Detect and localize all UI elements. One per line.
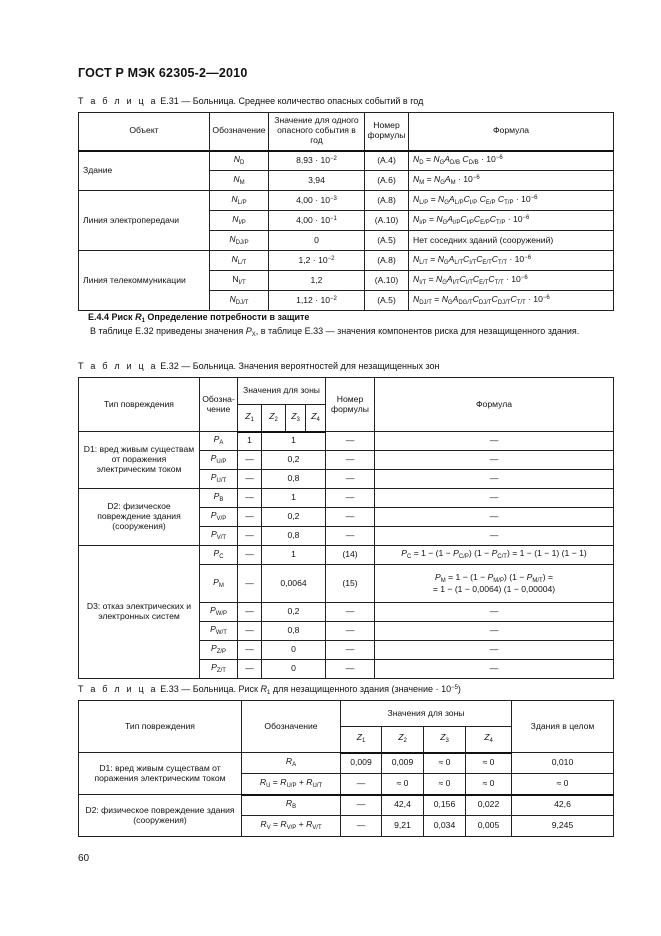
col-z4: $Z_4$	[466, 727, 512, 753]
col-z3: $Z_3$	[424, 727, 466, 753]
table-cell: $P_{V/P}$	[200, 508, 238, 527]
table-cell: (А.5)	[365, 231, 409, 251]
table-cell: —	[326, 508, 375, 527]
col-formula: Формула	[375, 378, 614, 432]
table-cell: $P_A$	[200, 432, 238, 451]
table-cell: $N_{I/P} = N_GA_{I/P}C_{I/P}C_{E/P}C_{T/P} \cdot 10^{-6}$	[409, 211, 614, 231]
table-cell: 0	[262, 660, 326, 679]
col-z1: $Z_1$	[238, 405, 262, 432]
table-cell: (А.8)	[365, 251, 409, 271]
table-e32-caption: Т а б л и ц а Е.32 — Больница. Значения вероятностей для незащищенных зон	[78, 361, 440, 371]
col-symbol: Обозна-чение	[200, 378, 238, 432]
table-cell: Нет соседних зданий (сооружений)	[409, 231, 614, 251]
table-cell: $R_V = R_{V/P} + R_{V/T}$	[242, 816, 341, 837]
table-cell: —	[326, 470, 375, 489]
table-cell: 0,2	[262, 508, 326, 527]
table-cell: 0,009	[382, 753, 424, 774]
table-cell: —	[326, 603, 375, 622]
table-cell: 3,94	[269, 171, 365, 191]
table-cell: (А.4)	[365, 151, 409, 171]
table-cell: —	[375, 622, 614, 641]
table-cell: $N_{DJ/P}$	[210, 231, 269, 251]
table-cell: 1	[262, 546, 326, 565]
col-total: Здания в целом	[512, 701, 614, 753]
table-cell: $1,2 \cdot 10^{-2}$	[269, 251, 365, 271]
col-damage-type: Тип повреждения	[79, 378, 200, 432]
document-header: ГОСТ Р МЭК 62305-2—2010	[78, 66, 248, 80]
table-cell: $P_{W/P}$	[200, 603, 238, 622]
table-cell: 0,0064	[262, 565, 326, 603]
table-cell: $N_{DJ/T} = N_GA_{DG/T}C_{DJ/T}C_{DJ/T}C_{T/T} \cdot 10^{-6}$	[409, 291, 614, 311]
table-cell: $N_M$	[210, 171, 269, 191]
table-cell: (14)	[326, 546, 375, 565]
table-cell: $N_D$	[210, 151, 269, 171]
table-cell: $N_{L/T} = N_GA_{L/T}C_{I/T}C_{E/T}C_{T/T} \cdot 10^{-6}$	[409, 251, 614, 271]
table-cell: —	[375, 508, 614, 527]
table-cell: $P_{Z/P}$	[200, 641, 238, 660]
table-cell: 0,8	[262, 527, 326, 546]
col-formula: Формула	[409, 113, 614, 151]
col-z3: $Z_3$	[286, 405, 306, 432]
table-cell: $1,12 \cdot 10^{-2}$	[269, 291, 365, 311]
table-cell: 0,009	[341, 753, 382, 774]
table-cell: —	[238, 489, 262, 508]
table-cell: (15)	[326, 565, 375, 603]
table-e33	[78, 700, 614, 837]
table-e31	[78, 112, 614, 311]
table-cell: —	[238, 451, 262, 470]
table-cell: —	[341, 795, 382, 816]
table-cell: ≈ 0	[512, 774, 614, 795]
section-title: Е.4.4 Риск $R_1$ Определение потребности в защите	[88, 312, 310, 324]
col-z4: $Z_4$	[306, 405, 326, 432]
table-cell: —	[326, 527, 375, 546]
table-cell: 1	[262, 489, 326, 508]
table-cell: 1	[262, 432, 326, 451]
table-cell: —	[238, 508, 262, 527]
table-cell: $P_C$	[200, 546, 238, 565]
row-d3: D3: отказ электрических и электронных систем	[79, 546, 200, 679]
table-cell: ≈ 0	[424, 774, 466, 795]
table-cell: ≈ 0	[382, 774, 424, 795]
table-cell: $R_U = R_{U/P} + R_{U/T}$	[242, 774, 341, 795]
col-damage-type: Тип повреждения	[79, 701, 242, 753]
row-power-line: Линия электропередачи	[79, 191, 210, 251]
table-cell: $P_{U/P}$	[200, 451, 238, 470]
table-cell: 0,8	[262, 622, 326, 641]
table-cell: —	[375, 489, 614, 508]
table-cell: —	[375, 660, 614, 679]
col-symbol: Обозначение	[242, 701, 341, 753]
table-cell: —	[375, 432, 614, 451]
page-number: 60	[78, 853, 90, 864]
table-cell: $P_M = 1 - (1 - P_{M/P}) (1 - P_{M/T})$ = = 1 − (1 − 0,0064) (1 − 0,00004)	[375, 565, 614, 603]
table-cell: $P_B$	[200, 489, 238, 508]
table-cell: (А.5)	[365, 291, 409, 311]
table-cell: $P_{V/T}$	[200, 527, 238, 546]
table-cell: 0,034	[424, 816, 466, 837]
table-cell: $P_{Z/T}$	[200, 660, 238, 679]
row-d1: D1: вред живым существам от поражения электрическим током	[79, 432, 200, 489]
row-building: Здание	[79, 151, 210, 191]
row-d2: D2: физическое повреждение здания (сооружения)	[79, 489, 200, 546]
table-cell: $P_{W/T}$	[200, 622, 238, 641]
table-cell: ≈ 0	[424, 753, 466, 774]
section-e44	[78, 312, 618, 339]
col-zone-values: Значения для зоны	[341, 701, 512, 727]
table-cell: —	[238, 546, 262, 565]
table-cell: $N_{L/P} = N_GA_{L/P}C_{I/P}$ $C_{E/P}$ $C_{T/P} \cdot 10^{-6}$	[409, 191, 614, 211]
table-cell: —	[238, 641, 262, 660]
table-cell: 1,2	[269, 271, 365, 291]
table-cell: $N_{L/P}$	[210, 191, 269, 211]
table-cell: —	[238, 603, 262, 622]
table-cell: —	[375, 641, 614, 660]
table-cell: $N_{I/P}$	[210, 211, 269, 231]
col-value: Значение для одного опасного события в год	[269, 113, 365, 151]
table-cell: $4,00 \cdot 10^{-3}$	[269, 191, 365, 211]
table-cell: —	[326, 660, 375, 679]
table-cell: 0	[269, 231, 365, 251]
table-cell: —	[238, 660, 262, 679]
table-cell: $N_{L/T}$	[210, 251, 269, 271]
table-cell: —	[375, 527, 614, 546]
table-cell: $R_B$	[242, 795, 341, 816]
table-cell: —	[341, 774, 382, 795]
col-z2: $Z_2$	[262, 405, 286, 432]
table-cell: $N_{I/T}$	[210, 271, 269, 291]
row-d1: D1: вред живым существам от поражения электрическим током	[79, 753, 242, 795]
table-cell: $8,93 \cdot 10^{-2}$	[269, 151, 365, 171]
table-cell: 0,8	[262, 470, 326, 489]
table-cell: —	[326, 489, 375, 508]
table-cell: $N_{DJ/T}$	[210, 291, 269, 311]
table-e31-caption: Т а б л и ц а Е.31 — Больница. Среднее количество опасных событий в год	[78, 96, 424, 106]
table-cell: 42,6	[512, 795, 614, 816]
table-cell: (А.8)	[365, 191, 409, 211]
col-symbol: Обозначение	[210, 113, 269, 151]
table-cell: 42,4	[382, 795, 424, 816]
table-cell: ≈ 0	[466, 753, 512, 774]
table-cell: 0,010	[512, 753, 614, 774]
table-cell: ≈ 0	[466, 774, 512, 795]
table-cell: $R_A$	[242, 753, 341, 774]
row-d2: D2: физическое повреждение здания (сооружения)	[79, 795, 242, 837]
table-cell: $N_{I/T} = N_GA_{I/T}C_{I/T}C_{E/T}C_{T/T} \cdot 10^{-6}$	[409, 271, 614, 291]
table-cell: (А.6)	[365, 171, 409, 191]
table-cell: $P_{U/T}$	[200, 470, 238, 489]
table-e32	[78, 377, 614, 679]
table-cell: —	[375, 603, 614, 622]
row-telecom-line: Линия телекоммуникации	[79, 251, 210, 311]
table-cell: $N_M = N_GA_M \cdot 10^{-6}$	[409, 171, 614, 191]
table-cell: $P_M$	[200, 565, 238, 603]
table-cell: 1	[238, 432, 262, 451]
table-cell: (А.10)	[365, 211, 409, 231]
table-cell: —	[238, 527, 262, 546]
table-cell: 0,156	[424, 795, 466, 816]
table-cell: —	[326, 641, 375, 660]
table-cell: 0	[262, 641, 326, 660]
section-paragraph: В таблице Е.32 приведены значения $P_X$, в таблице Е.33 — значения компонентов риска для незащищенного здания.	[90, 325, 580, 338]
table-cell: —	[341, 816, 382, 837]
table-cell: $N_D = N_GA_{D/B}$ $C_{D/B} \cdot 10^{-6}$	[409, 151, 614, 171]
col-formula-number: Номер формулы	[326, 378, 375, 432]
table-cell: $4,00 \cdot 10^{-1}$	[269, 211, 365, 231]
col-object: Объект	[79, 113, 210, 151]
table-cell: —	[238, 565, 262, 603]
table-cell: —	[375, 470, 614, 489]
col-formula-number: Номер формулы	[365, 113, 409, 151]
table-cell: 0,022	[466, 795, 512, 816]
table-cell: —	[326, 432, 375, 451]
table-cell: —	[326, 451, 375, 470]
table-e33-caption: Т а б л и ц а Е.33 — Больница. Риск $R_1$ для незащищенного здания (значение · $10^{-5}$)	[78, 684, 461, 696]
table-cell: 0,2	[262, 451, 326, 470]
table-cell: —	[238, 470, 262, 489]
table-cell: 9,245	[512, 816, 614, 837]
table-cell: (А.10)	[365, 271, 409, 291]
table-cell: —	[326, 622, 375, 641]
col-z1: $Z_1$	[341, 727, 382, 753]
table-cell: 0,005	[466, 816, 512, 837]
col-z2: $Z_2$	[382, 727, 424, 753]
table-cell: 9,21	[382, 816, 424, 837]
table-cell: —	[375, 451, 614, 470]
col-zone-values: Значения для зоны	[238, 378, 326, 405]
table-cell: —	[238, 622, 262, 641]
table-cell: 0,2	[262, 603, 326, 622]
table-cell: $P_C = 1 - (1 - P_{C/P}) (1 - P_{C/T}) = 1 - (1 - 1) (1 - 1)$	[375, 546, 614, 565]
